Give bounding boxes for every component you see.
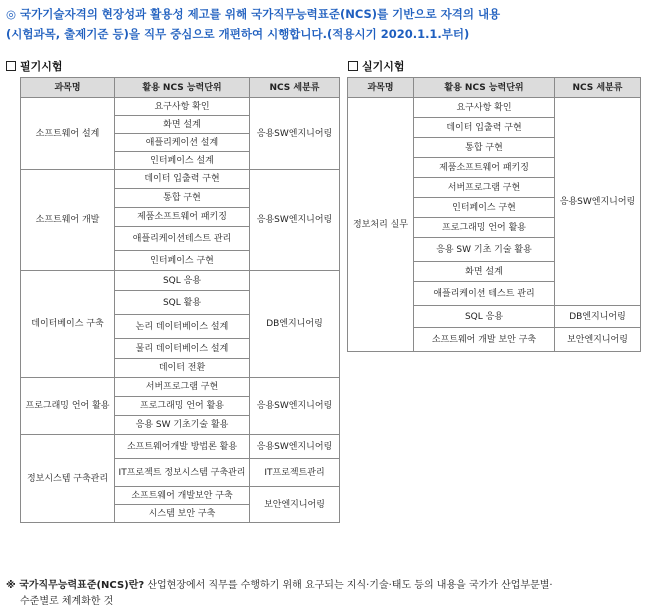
unit-cell: 소프트웨어 개발 보안 구축 bbox=[414, 328, 555, 352]
header-category: NCS 세분류 bbox=[250, 78, 340, 98]
table-row bbox=[21, 98, 340, 116]
note-line-2: 수준별로 체계화한 것 bbox=[20, 596, 114, 607]
intro-line-1: ◎ 국가기술자격의 현장성과 활용성 제고를 위해 국가직무능력표준(NCS)를 기반으로 자격의 내용 bbox=[6, 7, 501, 21]
note-text: 산업현장에서 직무를 수행하기 위해 요구되는 지식·기술·태도 등의 내용을 국가가 산업부문별· bbox=[144, 580, 553, 591]
subject-cell: 소프트웨어 설계 bbox=[21, 98, 115, 170]
category-cell: 응용SW엔지니어링 bbox=[250, 170, 340, 271]
unit-cell: 요구사항 확인 bbox=[414, 98, 555, 118]
category-cell: 보안엔지니어링 bbox=[250, 487, 340, 523]
header-unit: 활용 NCS 능력단위 bbox=[115, 78, 250, 98]
unit-cell: 데이터 입출력 구현 bbox=[115, 170, 250, 189]
header-category: NCS 세분류 bbox=[555, 78, 641, 98]
unit-cell: 프로그래밍 언어 활용 bbox=[414, 218, 555, 238]
checkbox-square-icon bbox=[348, 61, 358, 71]
table-row bbox=[348, 98, 641, 118]
category-cell: 응용SW엔지니어링 bbox=[250, 435, 340, 459]
unit-cell: 데이터 입출력 구현 bbox=[414, 118, 555, 138]
category-cell: 응용SW엔지니어링 bbox=[250, 378, 340, 435]
table-row bbox=[21, 170, 340, 189]
intro-line-2: (시험과목, 출제기준 등)을 직무 중심으로 개편하여 시행합니다.(적용시기 2020.1.1.부터) bbox=[6, 27, 470, 41]
unit-cell: 응용 SW 기초 기술 활용 bbox=[414, 238, 555, 262]
unit-cell: 논리 데이터베이스 설계 bbox=[115, 315, 250, 339]
category-cell: DB엔지니어링 bbox=[250, 271, 340, 378]
subject-cell: 소프트웨어 개발 bbox=[21, 170, 115, 271]
subject-cell: 정보처리 실무 bbox=[348, 98, 414, 352]
category-cell: 응용SW엔지니어링 bbox=[250, 98, 340, 170]
category-cell: 보안엔지니어링 bbox=[555, 328, 641, 352]
category-cell: 응용SW엔지니어링 bbox=[555, 98, 641, 306]
unit-cell: 요구사항 확인 bbox=[115, 98, 250, 116]
table-header-row bbox=[21, 78, 340, 98]
intro-text bbox=[6, 4, 646, 44]
practical-exam-table bbox=[347, 77, 641, 352]
unit-cell: 애플리케이션테스트 관리 bbox=[115, 227, 250, 251]
subject-cell: 정보시스템 구축관리 bbox=[21, 435, 115, 523]
header-subject: 과목명 bbox=[21, 78, 115, 98]
unit-cell: SQL 응용 bbox=[414, 306, 555, 328]
unit-cell: 인터페이스 구현 bbox=[414, 198, 555, 218]
category-cell: IT프로젝트관리 bbox=[250, 459, 340, 487]
unit-cell: 애플리케이션 테스트 관리 bbox=[414, 282, 555, 306]
unit-cell: 응용 SW 기초기술 활용 bbox=[115, 416, 250, 435]
table-row bbox=[21, 271, 340, 291]
unit-cell: 화면 설계 bbox=[115, 116, 250, 134]
ncs-definition-note bbox=[6, 578, 646, 610]
unit-cell: 인터페이스 구현 bbox=[115, 251, 250, 271]
practical-exam-title: 실기시험 bbox=[348, 60, 405, 74]
unit-cell: SQL 응용 bbox=[115, 271, 250, 291]
unit-cell: 제품소프트웨어 패키징 bbox=[414, 158, 555, 178]
header-unit: 활용 NCS 능력단위 bbox=[414, 78, 555, 98]
unit-cell: 화면 설계 bbox=[414, 262, 555, 282]
written-exam-title: 필기시험 bbox=[6, 60, 63, 74]
note-line-1 bbox=[6, 578, 646, 594]
table-header-row bbox=[348, 78, 641, 98]
unit-cell: SQL 활용 bbox=[115, 291, 250, 315]
unit-cell: 시스템 보안 구축 bbox=[115, 505, 250, 523]
unit-cell: 애플리케이션 설계 bbox=[115, 134, 250, 152]
unit-cell: 물리 데이터베이스 설계 bbox=[115, 339, 250, 359]
unit-cell: IT프로젝트 정보시스템 구축관리 bbox=[115, 459, 250, 487]
written-exam-table bbox=[20, 77, 340, 523]
table-row bbox=[21, 378, 340, 397]
unit-cell: 프로그래밍 언어 활용 bbox=[115, 397, 250, 416]
category-cell: DB엔지니어링 bbox=[555, 306, 641, 328]
table-row bbox=[21, 435, 340, 459]
subject-cell: 프로그래밍 언어 활용 bbox=[21, 378, 115, 435]
subject-cell: 데이터베이스 구축 bbox=[21, 271, 115, 378]
unit-cell: 서버프로그램 구현 bbox=[414, 178, 555, 198]
unit-cell: 데이터 전환 bbox=[115, 359, 250, 378]
unit-cell: 제품소프트웨어 패키징 bbox=[115, 208, 250, 227]
unit-cell: 통합 구현 bbox=[115, 189, 250, 208]
unit-cell: 소프트웨어개발 방법론 활용 bbox=[115, 435, 250, 459]
note-label: ※ 국가직무능력표준(NCS)란? bbox=[6, 580, 145, 591]
checkbox-square-icon bbox=[6, 61, 16, 71]
unit-cell: 서버프로그램 구현 bbox=[115, 378, 250, 397]
unit-cell: 인터페이스 설계 bbox=[115, 152, 250, 170]
header-subject: 과목명 bbox=[348, 78, 414, 98]
unit-cell: 통합 구현 bbox=[414, 138, 555, 158]
unit-cell: 소프트웨어 개발보안 구축 bbox=[115, 487, 250, 505]
